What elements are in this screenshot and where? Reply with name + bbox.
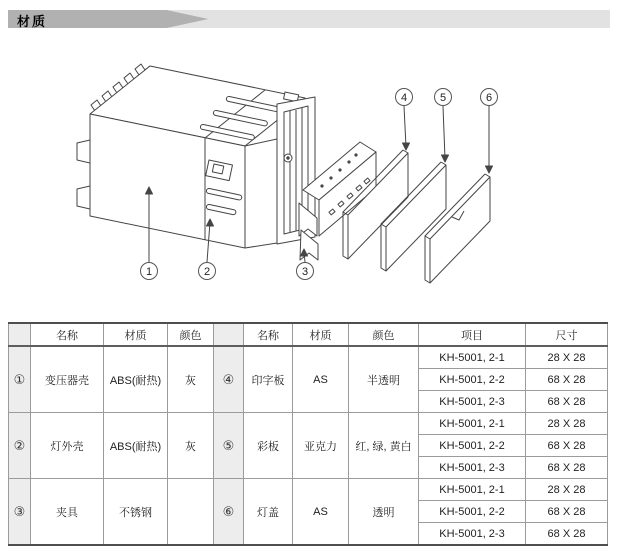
part-name-cell: 灯盖 — [244, 479, 293, 546]
table-header-cell: 尺寸 — [526, 323, 608, 346]
spec-table-body — [9, 323, 608, 545]
table-header-cell: 材质 — [293, 323, 349, 346]
table-row — [9, 413, 608, 435]
item-code-cell: KH-5001, 2-1 — [419, 413, 526, 435]
part-name-cell: 印字板 — [244, 346, 293, 413]
table-header-cell: 材质 — [104, 323, 168, 346]
exploded-view-figure — [0, 36, 618, 312]
item-code-cell: KH-5001, 2-2 — [419, 501, 526, 523]
item-size-cell: 68 X 28 — [526, 369, 608, 391]
part-material-cell: ABS(耐热) — [104, 413, 168, 479]
callout-label-6: 6 — [485, 92, 493, 104]
item-size-cell: 28 X 28 — [526, 346, 608, 369]
table-header-row — [9, 323, 608, 346]
item-code-cell: KH-5001, 2-1 — [419, 479, 526, 501]
callout-label-1: 1 — [145, 266, 153, 278]
item-code-cell: KH-5001, 2-2 — [419, 369, 526, 391]
table-header-cell: 颜色 — [168, 323, 214, 346]
table-header-cell — [9, 323, 31, 346]
part-material-cell: ABS(耐热) — [104, 346, 168, 413]
item-code-cell: KH-5001, 2-2 — [419, 435, 526, 457]
table-row — [9, 346, 608, 369]
table-header-cell — [214, 323, 244, 346]
section-title: 材质 — [17, 14, 48, 29]
callout-label-5: 5 — [439, 92, 447, 104]
part-material-cell: AS — [293, 346, 349, 413]
item-size-cell: 28 X 28 — [526, 413, 608, 435]
part-number-cell: ④ — [214, 346, 244, 413]
table-header-cell: 名称 — [31, 323, 104, 346]
table-header-cell: 颜色 — [349, 323, 419, 346]
part-name-cell: 彩板 — [244, 413, 293, 479]
callout-label-3: 3 — [301, 266, 309, 278]
table-header-cell: 名称 — [244, 323, 293, 346]
part-color-cell: 透明 — [349, 479, 419, 546]
item-size-cell: 68 X 28 — [526, 391, 608, 413]
item-size-cell: 68 X 28 — [526, 435, 608, 457]
part-name-cell: 变压器壳 — [31, 346, 104, 413]
side-tab — [77, 140, 90, 163]
callout-label-4: 4 — [400, 92, 408, 104]
item-code-cell: KH-5001, 2-3 — [419, 391, 526, 413]
table-header-cell: 项目 — [419, 323, 526, 346]
part-material-cell: 亚克力 — [293, 413, 349, 479]
item-size-cell: 68 X 28 — [526, 457, 608, 479]
side-tab — [77, 186, 90, 209]
part-color-cell: 红, 绿, 黄白 — [349, 413, 419, 479]
part-number-cell: ① — [9, 346, 31, 413]
item-code-cell: KH-5001, 2-3 — [419, 523, 526, 546]
item-code-cell: KH-5001, 2-3 — [419, 457, 526, 479]
part-material-cell: 不锈钢 — [104, 479, 168, 546]
item-size-cell: 68 X 28 — [526, 523, 608, 546]
part-material-cell: AS — [293, 479, 349, 546]
transformer-housing-drawing — [77, 64, 305, 248]
banner-ribbon-light — [167, 10, 610, 28]
part-color-cell: 灰 — [168, 346, 214, 413]
part-color-cell — [168, 479, 214, 546]
callout-label-2: 2 — [203, 266, 211, 278]
table-row — [9, 479, 608, 501]
part-name-cell: 灯外壳 — [31, 413, 104, 479]
item-code-cell: KH-5001, 2-1 — [419, 346, 526, 369]
part-number-cell: ③ — [9, 479, 31, 546]
part-number-cell: ② — [9, 413, 31, 479]
part-color-cell: 半透明 — [349, 346, 419, 413]
part-number-cell: ⑥ — [214, 479, 244, 546]
item-size-cell: 68 X 28 — [526, 501, 608, 523]
spec-table — [8, 322, 608, 546]
part-name-cell: 夹具 — [31, 479, 104, 546]
item-size-cell: 28 X 28 — [526, 479, 608, 501]
section-banner — [0, 0, 618, 36]
part-color-cell: 灰 — [168, 413, 214, 479]
part-number-cell: ⑤ — [214, 413, 244, 479]
